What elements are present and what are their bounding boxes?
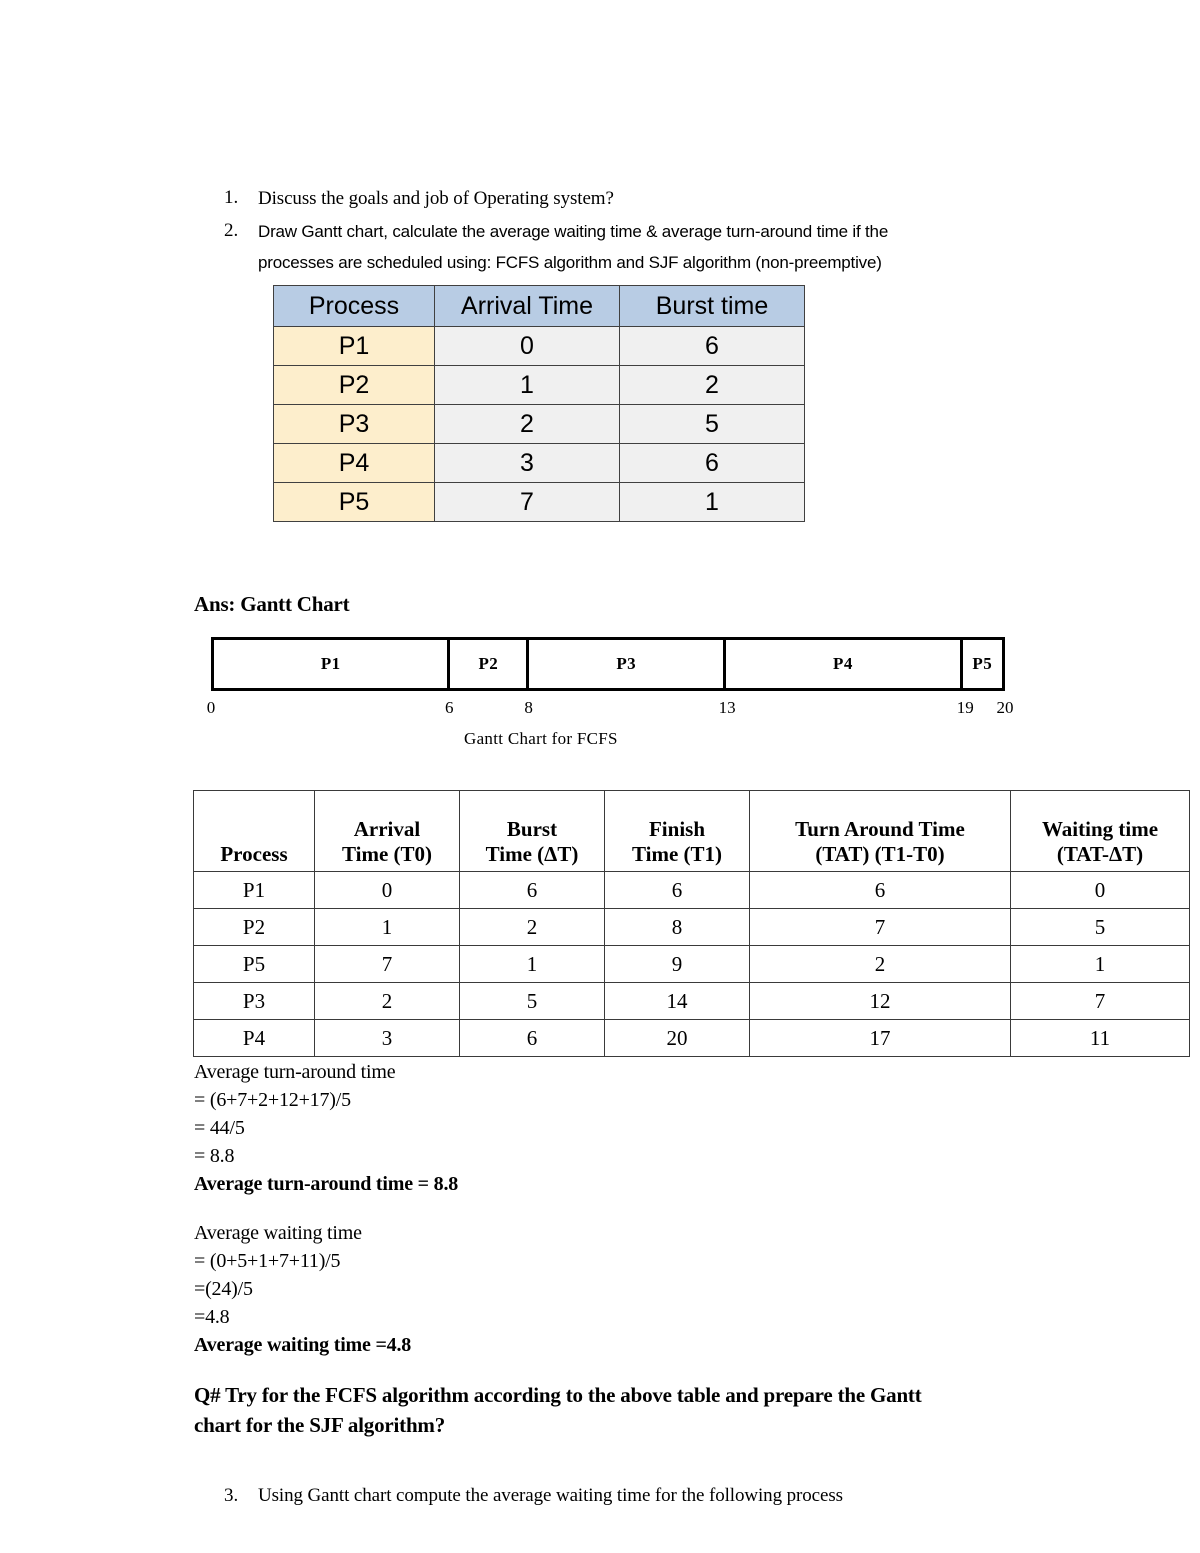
avg-wait-line-1: Average waiting time [194, 1222, 362, 1244]
question-1-number: 1. [224, 187, 239, 208]
process-cell: P4 [274, 444, 435, 483]
result-arrival-cell: 2 [315, 983, 460, 1020]
result-header-turnaround-line1: Turn Around Time [795, 817, 965, 841]
question-item-2 [224, 216, 1044, 278]
avg-wait-line-4: =4.8 [194, 1306, 230, 1328]
result-finish-cell: 8 [605, 909, 750, 946]
question-item-3 [224, 1482, 1064, 1510]
gantt-segment-label: P1 [320, 654, 341, 673]
result-wait-cell: 7 [1011, 983, 1190, 1020]
result-tat-cell: 2 [750, 946, 1011, 983]
arrival-cell: 3 [435, 444, 620, 483]
result-finish-cell: 9 [605, 946, 750, 983]
result-process-cell: P1 [194, 872, 315, 909]
table-row [274, 366, 805, 405]
gantt-tick-6: 6 [444, 698, 454, 717]
result-header-arrival [315, 791, 460, 872]
arrival-cell: 7 [435, 483, 620, 522]
result-table-container [193, 790, 1190, 1057]
result-tat-cell: 17 [750, 1020, 1011, 1057]
table-row [274, 483, 805, 522]
process-cell: P1 [274, 327, 435, 366]
gantt-segment-label: P4 [833, 654, 853, 673]
gantt-segment-label: P3 [616, 654, 637, 673]
gantt-segment-p3 [529, 640, 726, 688]
gantt-segment-p4 [726, 640, 962, 688]
table-row [274, 444, 805, 483]
arrival-cell: 1 [435, 366, 620, 405]
gantt-segment-p2 [450, 640, 529, 688]
result-header-burst [460, 791, 605, 872]
result-header-process [194, 791, 315, 872]
result-header-burst-line1: Burst [506, 817, 558, 841]
burst-cell: 6 [620, 444, 805, 483]
table-row [194, 909, 1190, 946]
result-tat-cell: 12 [750, 983, 1011, 1020]
result-header-waiting-line2: (TAT-ΔT) [1056, 842, 1144, 866]
process-cell: P5 [274, 483, 435, 522]
result-burst-cell: 1 [460, 946, 605, 983]
avg-wait-result: Average waiting time =4.8 [194, 1334, 412, 1356]
q-hash-line-1: Q# Try for the FCFS algorithm according to the above table and prepare the Gantt [194, 1383, 922, 1407]
result-finish-cell: 20 [605, 1020, 750, 1057]
result-header-burst-line2: Time (ΔT) [485, 842, 579, 866]
result-header-waiting [1011, 791, 1190, 872]
result-header-waiting-line1: Waiting time [1041, 817, 1159, 841]
result-header-finish-line2: Time (T1) [631, 842, 723, 866]
result-burst-cell: 2 [460, 909, 605, 946]
avg-tat-result: Average turn-around time = 8.8 [194, 1173, 459, 1195]
result-wait-cell: 11 [1011, 1020, 1190, 1057]
table-row [194, 946, 1190, 983]
result-header-process-line2: Process [220, 842, 288, 866]
result-process-cell: P2 [194, 909, 315, 946]
avg-wait-line-2: = (0+5+1+7+11)/5 [194, 1250, 341, 1272]
gantt-tick-13: 13 [718, 698, 736, 717]
result-header-arrival-line2: Time (T0) [341, 842, 433, 866]
result-finish-cell: 14 [605, 983, 750, 1020]
gantt-segment-p1 [214, 640, 450, 688]
avg-tat-line-2: = (6+7+2+12+17)/5 [194, 1089, 351, 1111]
result-burst-cell: 6 [460, 872, 605, 909]
result-arrival-cell: 1 [315, 909, 460, 946]
burst-cell: 6 [620, 327, 805, 366]
q-hash-line-2: chart for the SJF algorithm? [194, 1413, 446, 1437]
question-2-line2: processes are scheduled using: FCFS algorithm and SJF algorithm (non-preemptive) [258, 253, 882, 272]
process-table-header-process: Process [274, 286, 435, 327]
avg-tat-line-3: = 44/5 [194, 1117, 245, 1139]
result-wait-cell: 1 [1011, 946, 1190, 983]
question-2-line1: Draw Gantt chart, calculate the average waiting time & average turn-around time if the [258, 222, 889, 241]
process-cell: P3 [274, 405, 435, 444]
gantt-segment-label: P2 [478, 654, 499, 673]
result-tat-cell: 7 [750, 909, 1011, 946]
gantt-tick-8: 8 [524, 698, 533, 717]
process-table-header-burst: Burst time [620, 286, 805, 327]
result-burst-cell: 6 [460, 1020, 605, 1057]
average-waiting-calculation [194, 1219, 411, 1359]
question-2-body [258, 216, 888, 278]
result-process-cell: P4 [194, 1020, 315, 1057]
avg-tat-line-1: Average turn-around time [194, 1061, 396, 1083]
result-finish-cell: 6 [605, 872, 750, 909]
avg-wait-line-3: =(24)/5 [194, 1278, 253, 1300]
question-2-number: 2. [224, 220, 239, 241]
burst-cell: 5 [620, 405, 805, 444]
question-list [224, 183, 1044, 280]
arrival-cell: 0 [435, 327, 620, 366]
question-1-text: Discuss the goals and job of Operating system? [258, 188, 614, 209]
table-row [194, 1020, 1190, 1057]
gantt-segment-p5 [963, 640, 1002, 688]
result-header-arrival-line1: Arrival [353, 817, 421, 841]
result-header-finish-line1: Finish [648, 817, 706, 841]
gantt-tick-0: 0 [206, 698, 216, 717]
question-3-number: 3. [224, 1485, 239, 1506]
gantt-chart-axis [206, 698, 1031, 720]
answer-heading: Ans: Gantt Chart [194, 592, 350, 616]
process-cell: P2 [274, 366, 435, 405]
gantt-chart-caption: Gantt Chart for FCFS [464, 729, 618, 748]
table-row [194, 872, 1190, 909]
result-header-finish [605, 791, 750, 872]
burst-cell: 1 [620, 483, 805, 522]
result-table-header-row [194, 791, 1190, 872]
gantt-segment-label: P5 [972, 654, 993, 673]
process-table-header-arrival: Arrival Time [435, 286, 620, 327]
process-table [273, 285, 805, 522]
gantt-tick-19: 19 [956, 698, 974, 717]
question-item-1 [224, 183, 1044, 214]
result-wait-cell: 0 [1011, 872, 1190, 909]
process-table-container [273, 285, 805, 522]
result-process-cell: P3 [194, 983, 315, 1020]
result-wait-cell: 5 [1011, 909, 1190, 946]
result-arrival-cell: 0 [315, 872, 460, 909]
arrival-cell: 2 [435, 405, 620, 444]
result-arrival-cell: 3 [315, 1020, 460, 1057]
table-row [274, 327, 805, 366]
gantt-tick-20: 20 [996, 698, 1014, 717]
result-process-cell: P5 [194, 946, 315, 983]
avg-tat-line-4: = 8.8 [194, 1145, 235, 1167]
result-table [193, 790, 1190, 1057]
table-row [194, 983, 1190, 1020]
result-tat-cell: 6 [750, 872, 1011, 909]
result-header-turnaround [750, 791, 1011, 872]
result-header-turnaround-line2: (TAT) (T1-T0) [815, 842, 945, 866]
burst-cell: 2 [620, 366, 805, 405]
result-arrival-cell: 7 [315, 946, 460, 983]
table-row [274, 405, 805, 444]
average-turnaround-calculation [194, 1058, 458, 1198]
result-burst-cell: 5 [460, 983, 605, 1020]
question-3-text: Using Gantt chart compute the average waiting time for the following process [258, 1485, 843, 1506]
q-hash-prompt [194, 1380, 1054, 1440]
gantt-chart-bar [211, 637, 1005, 691]
process-table-header-row [274, 286, 805, 327]
